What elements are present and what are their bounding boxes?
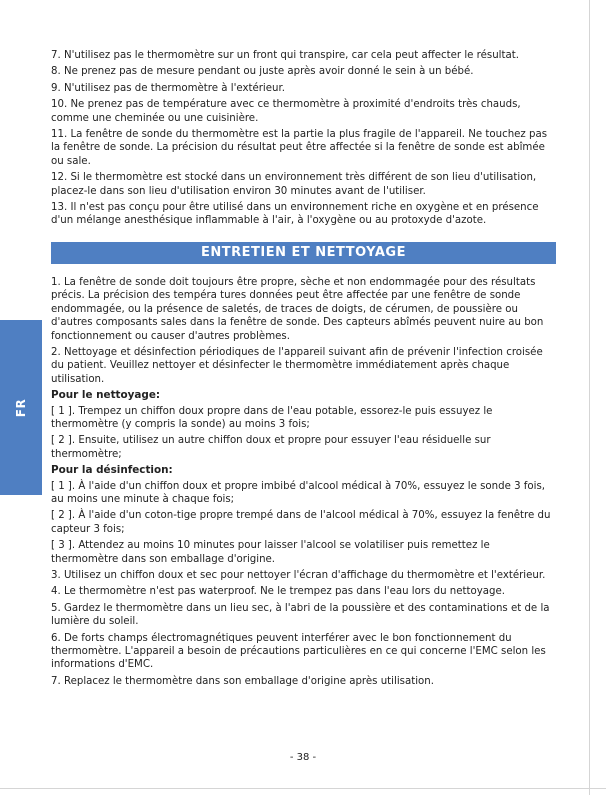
page-number: - 38 - bbox=[289, 752, 317, 763]
page-content bbox=[51, 49, 556, 691]
section-title: ENTRETIEN ET NETTOYAGE bbox=[201, 245, 406, 261]
care-item-5: 5. Gardez le thermomètre dans un lieu sec, à l'abri de la poussière et des contaminations et de la lumière du soleil. bbox=[51, 602, 550, 628]
cleaning-step-1: [ 1 ]. Trempez un chiffon doux propre dans de l'eau potable, essorez-le puis essuyez le thermomètre (y compris la sonde) au moins 3 fois; bbox=[51, 405, 493, 430]
language-tab bbox=[0, 320, 42, 495]
care-item-7: 7. Replacez le thermomètre dans son emballage d'origine après utilisation. bbox=[51, 675, 434, 687]
cleaning-step-2: [ 2 ]. Ensuite, utilisez un autre chiffon doux et propre pour essuyer l'eau résiduelle sur thermomètre; bbox=[51, 435, 491, 460]
warning-item-8: 8. Ne prenez pas de mesure pendant ou juste après avoir donné le sein à un bébé. bbox=[51, 66, 474, 78]
language-tab-label: FR bbox=[14, 398, 28, 417]
warning-item-9: 9. N'utilisez pas de thermomètre à l'extérieur. bbox=[51, 82, 285, 94]
disinfection-step-1: [ 1 ]. À l'aide d'un chiffon doux et propre imbibé d'alcool médical à 70%, essuyez le sonde 3 fois, au moins une minute à chaque fois; bbox=[51, 480, 545, 505]
warning-item-7: 7. N'utilisez pas le thermomètre sur un front qui transpire, car cela peut affecter le résultat. bbox=[51, 50, 519, 61]
cleaning-heading: Pour le nettoyage: bbox=[51, 389, 161, 402]
care-item-6: 6. De forts champs électromagnétiques peuvent interférer avec le bon fonctionnement du thermomètre. L'appareil a besoin de précautions particulières en ce qui concerne l'EMC selon les informations d'EMC. bbox=[51, 632, 546, 671]
care-item-1: 1. La fenêtre de sonde doit toujours être propre, sèche et non endommagée pour des résultats précis. La précision des tempéra tures données peut être affectée par une fenêtre de sonde endommagée, ou la présence de saletés, de traces de doigts, de cérumen, de poussière ou d'autres composants sales dans la fenêtre de sonde. Des capteurs abîmés peuvent nuire au bon fonctionnement ou causer d'autres problèmes. bbox=[51, 276, 544, 342]
warning-item-12: 12. Si le thermomètre est stocké dans un environnement très différent de son lieu d'utilisation, placez-le dans son lieu d'utilisation environ 30 minutes avant de l'utiliser. bbox=[51, 172, 537, 197]
care-item-4: 4. Le thermomètre n'est pas waterproof. Ne le trempez pas dans l'eau lors du nettoyage. bbox=[51, 586, 505, 598]
disinfection-step-2: [ 2 ]. À l'aide d'un coton-tige propre trempé dans de l'alcool médical à 70%, essuyez la fenêtre du capteur 3 fois; bbox=[51, 510, 551, 535]
warning-item-10: 10. Ne prenez pas de température avec ce thermomètre à proximité d'endroits très chauds, comme une cheminée ou une cuisinière. bbox=[51, 99, 521, 124]
care-item-2: 2. Nettoyage et désinfection périodiques de l'appareil suivant afin de prévenir l'infection croisée du patient. Veuillez nettoyer et désinfecter le thermomètre immédiatement après chaque utilisation. bbox=[51, 346, 543, 385]
warning-item-11: 11. La fenêtre de sonde du thermomètre est la partie la plus fragile de l'appareil. Ne touchez pas la fenêtre de sonde. La précision du résultat peut être affectée si la fenêtre de sonde est abîmée ou sale. bbox=[51, 129, 548, 167]
warning-item-13: 13. Il n'est pas conçu pour être utilisé dans un environnement riche en oxygène et en présence d'un mélange anesthésique inflammable à l'air, à l'oxygène ou au protoxyde d'azote. bbox=[51, 202, 539, 227]
section-banner bbox=[51, 242, 556, 264]
page-edge-line bbox=[589, 0, 590, 795]
disinfection-step-3: [ 3 ]. Attendez au moins 10 minutes pour laisser l'alcool se volatiliser puis remettez le thermomètre dans son emballage d'origine. bbox=[51, 540, 490, 565]
disinfection-heading: Pour la désinfection: bbox=[51, 464, 173, 477]
page-bottom-line bbox=[0, 788, 606, 789]
care-item-3: 3. Utilisez un chiffon doux et sec pour nettoyer l'écran d'affichage du thermomètre et l'extérieur. bbox=[51, 570, 546, 581]
